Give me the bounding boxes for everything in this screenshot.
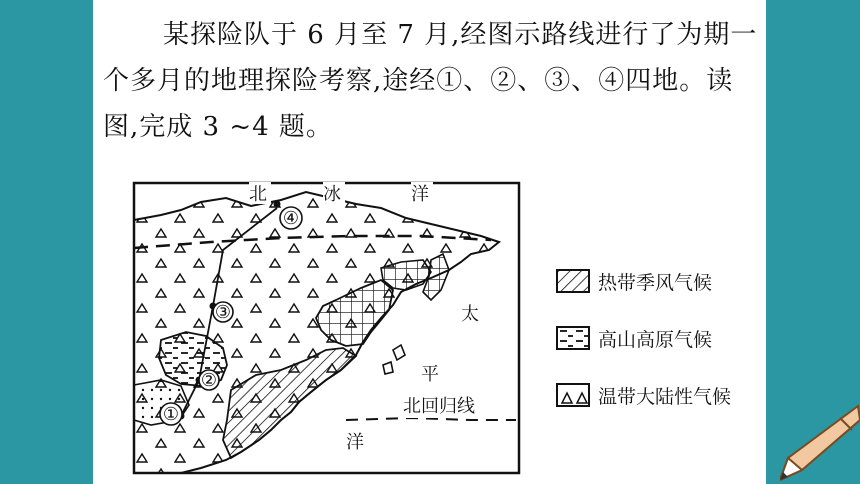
legend-item-tropical-monsoon — [556, 262, 756, 300]
document-page — [93, 0, 766, 484]
label-tai: 太 — [461, 304, 479, 325]
question-body: 某探险队于 6 月至 7 月,经图示路线进行了为期一个多月的地理探险考察,途经①、②、③、④四地。读图,完成 3 ~4 题。 — [103, 20, 758, 142]
label-ocean-top: 洋 — [411, 184, 429, 205]
hatch-swatch-icon — [556, 269, 590, 293]
map-legend — [556, 262, 756, 433]
point-1-label: ① — [162, 404, 180, 425]
legend-item-temperate-continental — [556, 376, 756, 414]
point-3-label: ③ — [214, 302, 232, 323]
triangle-swatch-icon — [556, 383, 590, 407]
dash-swatch-icon — [556, 326, 590, 350]
question-text — [103, 12, 758, 150]
label-ice: 冰 — [323, 184, 341, 205]
label-tropic: 北回归线 — [403, 396, 475, 417]
point-4-label: ④ — [282, 208, 300, 229]
label-ping: 平 — [421, 364, 439, 385]
legend-label: 热带季风气候 — [598, 271, 713, 294]
pencil-icon — [780, 404, 860, 482]
point-2-label: ② — [200, 370, 218, 391]
legend-item-plateau — [556, 319, 756, 357]
label-north: 北 — [249, 184, 267, 205]
climate-map — [131, 180, 732, 476]
legend-label: 高山高原气候 — [598, 328, 713, 351]
label-ocean-bottom: 洋 — [346, 432, 364, 453]
legend-label: 温带大陆性气候 — [598, 385, 732, 408]
